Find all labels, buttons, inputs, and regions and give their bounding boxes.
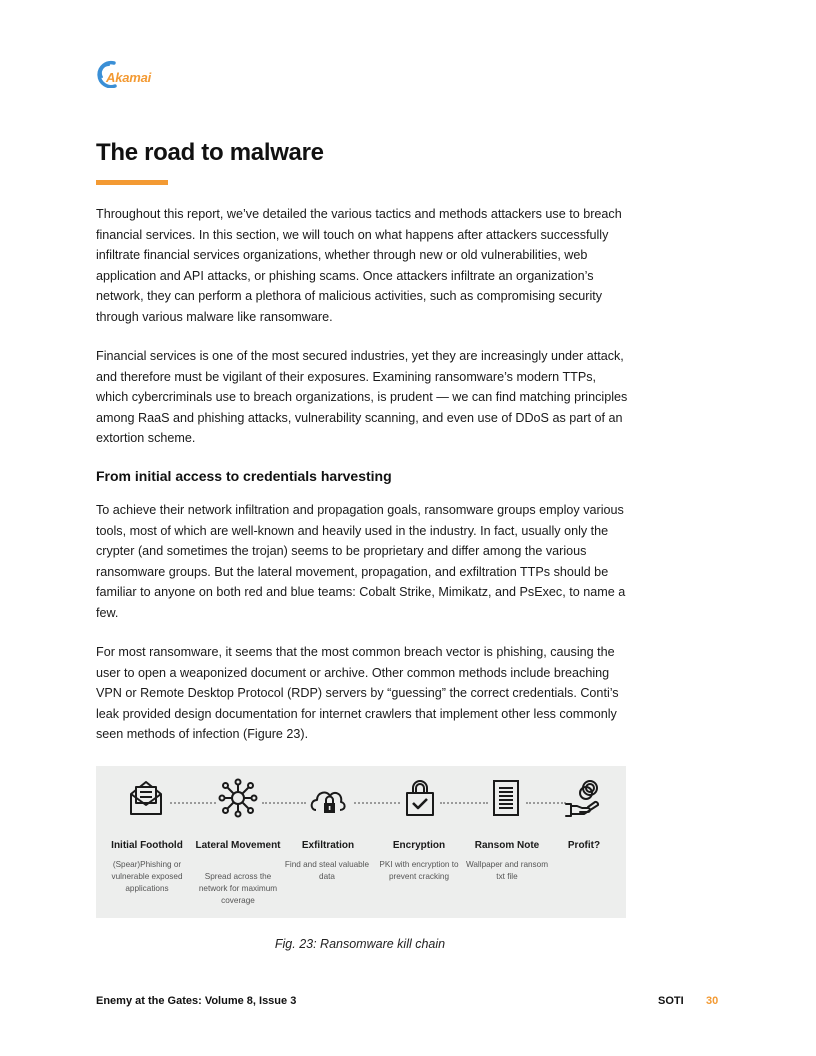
footer-label: SOTI — [658, 995, 684, 1007]
figure-caption: Fig. 23: Ransomware kill chain — [274, 937, 446, 951]
section-subheading: From initial access to credentials harvesting — [96, 468, 392, 484]
page-number: 30 — [706, 995, 719, 1007]
stage-desc-encryption: PKI with encryption to prevent cracking — [379, 860, 459, 881]
paragraph-tools: To achieve their network infiltration and propagation goals, ransomware groups employ various tools, most of which are well-known and heavily used in the industry. In fact, usually only the crypter (and sometimes the trojan) seems to be proprietary and differ among the various ransomware groups. But the lateral movement, propagation, and exfiltration TTPs should be familiar to anyone on both red and blue teams: Cobalt Strike, Mimikatz, and PsExec, to name a few. — [96, 503, 626, 620]
kill-chain-figure — [96, 766, 626, 918]
chain-connector — [262, 802, 306, 804]
hand-coins-icon — [564, 778, 604, 818]
footer-publication: Enemy at the Gates: Volume 8, Issue 3 — [96, 995, 297, 1007]
chain-connector — [440, 802, 488, 804]
stage-title-exfiltration: Exfiltration — [301, 840, 355, 851]
chain-connector — [354, 802, 400, 804]
stage-desc-exfiltration: Find and steal valuable data — [284, 860, 370, 881]
stage-desc-ransom-note: Wallpaper and ransom txt file — [465, 860, 549, 881]
akamai-logo — [94, 60, 151, 88]
page-title: The road to malware — [96, 139, 324, 166]
title-underline — [96, 180, 168, 185]
envelope-icon — [126, 778, 166, 818]
chain-connector — [170, 802, 216, 804]
stage-title-initial-foothold: Initial Foothold — [111, 840, 183, 851]
network-hub-icon — [218, 778, 258, 818]
padlock-check-icon — [400, 778, 440, 818]
logo-text: Akamai — [106, 69, 152, 85]
stage-title-lateral-movement: Lateral Movement — [195, 840, 281, 851]
stage-title-profit: Profit? — [567, 840, 601, 851]
stage-title-ransom-note: Ransom Note — [474, 840, 540, 851]
paragraph-financial-services: Financial services is one of the most secured industries, yet they are increasingly under attack, and therefore must be vigilant of their exposures. Examining ransomware’s modern TTPs, which cybercriminals use to breach organizations, is prudent — we can find matching principles among RaaS and phishing attacks, vulnerability scanning, and even use of DDoS as part of an extortion scheme. — [96, 349, 628, 446]
stage-desc-initial-foothold: (Spear)Phishing or vulnerable exposed applications — [111, 860, 183, 893]
chain-connector — [526, 802, 566, 804]
paragraph-breach-vector: For most ransomware, it seems that the most common breach vector is phishing, causing the user to open a weaponized document or archive. Other common methods include breaching VPN or Remote Desktop Protocol (RDP) servers by “guessing” the correct credentials. Conti’s leak provided design documentation for internet crawlers that implement other less commonly seen methods of infection (Figure 23). — [96, 645, 619, 742]
paragraph-intro: Throughout this report, we’ve detailed the various tactics and methods attackers use to breach financial services. In this section, we will touch on what happens after attackers successfully infiltrate financial services organizations, whether through new or old vulnerabilities, web application and API attacks, or phishing scams. Once attackers infiltrate an organization’s network, they can perform a plethora of malicious activities, such as compromising security through various malware like ransomware. — [96, 207, 622, 324]
cloud-lock-icon — [308, 778, 348, 818]
document-icon — [486, 778, 526, 818]
stage-title-encryption: Encryption — [392, 840, 446, 851]
stage-desc-lateral-movement: Spread across the network for maximum coverage — [198, 872, 278, 905]
